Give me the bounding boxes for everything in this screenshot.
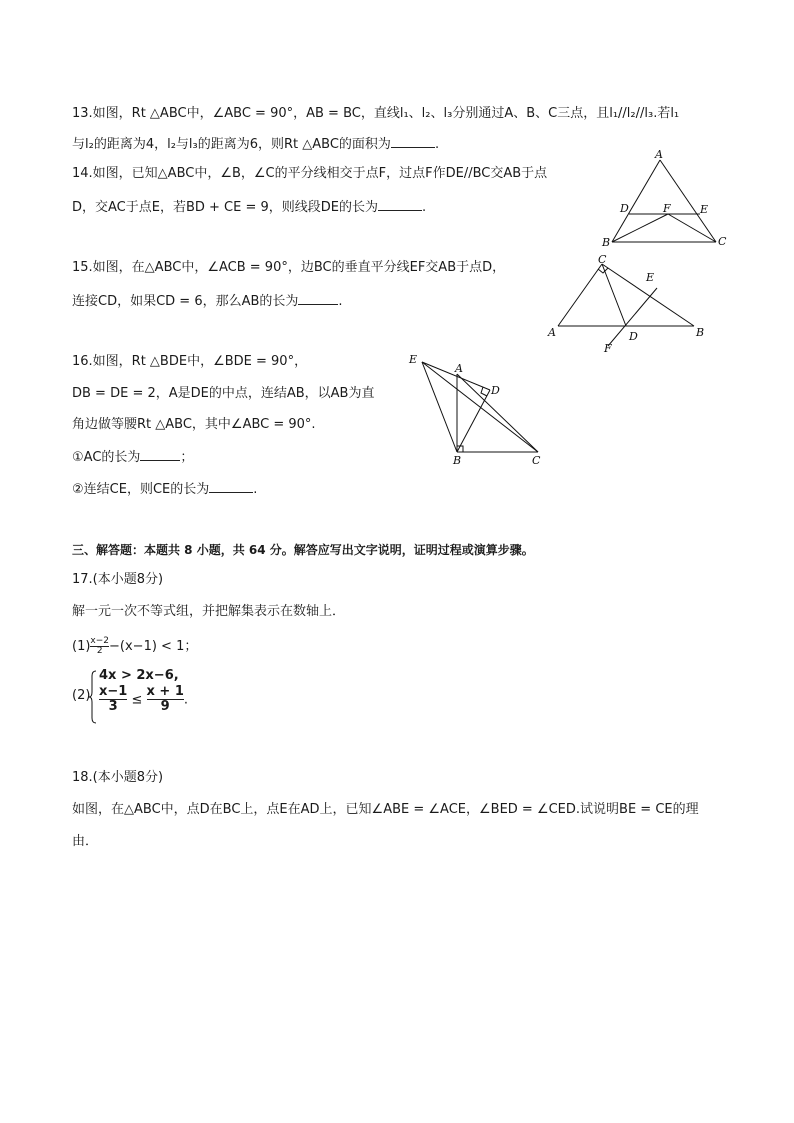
- q15-label-F: F: [604, 342, 612, 355]
- q15-line2: 连接CD，如果CD = 6，那么AB的长为 .: [72, 290, 343, 312]
- q18-line1: 如图，在△ABC中，点D在BC上，点E在AD上，已知∠ABE = ∠ACE，∠BED = ∠CED.试说明BE = CE的理: [72, 802, 699, 817]
- q17-title: 17.(本小题8分): [72, 572, 164, 587]
- q16-line2: DB = DE = 2，A是DE的中点，连结AB，以AB为直: [72, 386, 375, 401]
- q16-label-E: E: [409, 353, 418, 366]
- q15-line1: 15.如图，在△ABC中，∠ACB = 90°，边BC的垂直平分线EF交AB于点D，: [72, 260, 506, 275]
- q16-figure: [402, 350, 552, 468]
- q17-part2-line2: $\frac{x-1}{3}$ ≤ $\frac{x + 1}{9}$ .: [99, 684, 189, 715]
- q17-part1: (1) $\frac{x-2}{2}$ −(x−1) < 1；: [72, 636, 198, 656]
- q16-label-D: D: [491, 384, 500, 397]
- q17-part2-line1: 4x > 2x−6,: [99, 668, 179, 683]
- q14-label-E: E: [700, 203, 709, 216]
- q14-answer-blank[interactable]: [378, 196, 422, 211]
- q16-label-B: B: [453, 454, 462, 467]
- q16-line3: 角边做等腰Rt △ABC，其中∠ABC = 90°.: [72, 417, 316, 432]
- q14-figure: [596, 146, 736, 254]
- q16-label-C: C: [532, 454, 541, 467]
- q16-line1: 16.如图，Rt △BDE中，∠BDE = 90°，: [72, 354, 308, 369]
- q16-sub1: ①AC的长为 ；: [72, 446, 193, 468]
- section3-heading: 三、解答题：本题共 8 小题，共 64 分。解答应写出文字说明，证明过程或演算步骤。: [72, 543, 534, 557]
- q18-title: 18.(本小题8分): [72, 770, 164, 785]
- q15-label-D: D: [629, 330, 638, 343]
- q15-label-E: E: [646, 271, 655, 284]
- q15-label-B: B: [696, 326, 705, 339]
- q16-label-A: A: [455, 362, 463, 375]
- q18-line2: 由．: [72, 834, 99, 849]
- q15-label-C: C: [598, 253, 607, 266]
- q14-line1: 14.如图，已知△ABC中，∠B，∠C的平分线相交于点F，过点F作DE//BC交AB于点: [72, 166, 548, 181]
- q15-answer-blank[interactable]: [298, 290, 338, 305]
- q17-part1-fraction: $\frac{x-2}{2}$: [90, 636, 110, 656]
- q13-line2: 与l₂的距离为4，l₂与l₃的距离为6，则Rt △ABC的面积为 .: [72, 133, 439, 155]
- q14-label-F: F: [663, 202, 671, 215]
- q14-label-B: B: [602, 236, 611, 249]
- q16-sub1-answer-blank[interactable]: [140, 446, 180, 461]
- q14-label-C: C: [718, 235, 727, 248]
- q16-sub2: ②连结CE，则CE的长为 .: [72, 478, 257, 500]
- q13-line1: 13.如图，Rt △ABC中，∠ABC = 90°，AB = BC，直线l₁、l₂、l₃分别通过A、B、C三点，且l₁//l₂//l₃.若l₁: [72, 106, 680, 121]
- q14-line2: D，交AC于点E，若BD + CE = 9，则线段DE的长为 .: [72, 196, 426, 218]
- q14-label-D: D: [620, 202, 629, 215]
- q13-answer-blank[interactable]: [391, 133, 435, 148]
- q15-figure: [540, 252, 710, 356]
- q17-prompt: 解一元一次不等式组，并把解集表示在数轴上．: [72, 604, 346, 619]
- q15-label-A: A: [548, 326, 556, 339]
- q17-brace: [89, 670, 97, 724]
- q16-sub2-answer-blank[interactable]: [209, 478, 253, 493]
- q17-part2-prefix: (2): [72, 688, 91, 703]
- q14-label-A: A: [655, 148, 663, 161]
